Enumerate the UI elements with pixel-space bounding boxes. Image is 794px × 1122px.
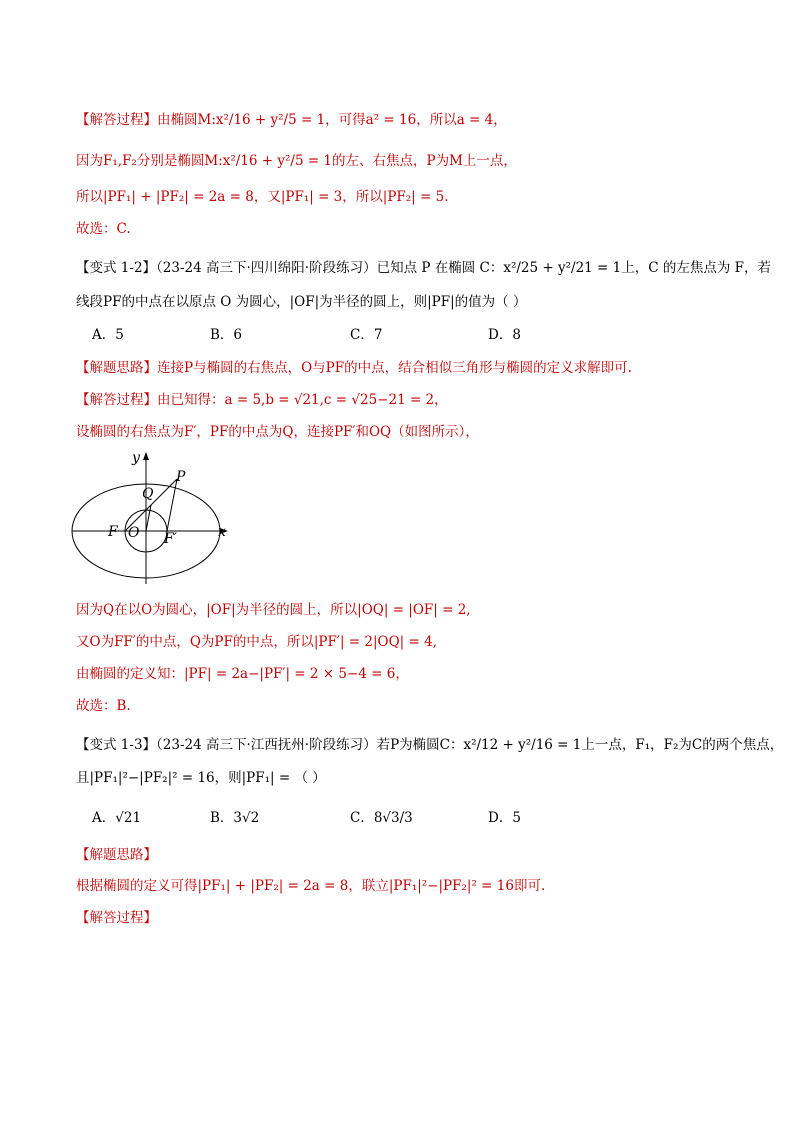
y-axis-arrow xyxy=(143,452,149,460)
option-a: A．5 xyxy=(92,327,124,343)
option-b: B．6 xyxy=(210,327,243,343)
label-y: y xyxy=(132,450,140,466)
label-q: Q xyxy=(142,486,154,502)
label-fp: F′ xyxy=(164,531,177,547)
label-o: O xyxy=(128,525,140,541)
option-c: C．7 xyxy=(350,327,383,343)
variant-1-3-question-line-2: 且|PF₁|²−|PF₂|² = 16，则|PF₁| = （ ） xyxy=(76,770,326,786)
answer-line: 故选：C. xyxy=(76,221,131,237)
solution-line-3: 所以|PF₁| + |PF₂| = 2a = 8，又|PF₁| = 3，所以|PF₂| = 5. xyxy=(76,189,449,205)
label-x: x xyxy=(218,524,226,540)
variant-1-3-process-head: 【解答过程】 xyxy=(76,910,157,926)
variant-1-2-question-line-2: 线段PF的中点在以原点 O 为圆心，|OF|为半径的圆上，则|PF|的值为（ ） xyxy=(76,294,527,310)
solution-line-1: 【解答过程】由椭圆M:x²/16 + y²/5 = 1，可得a² = 16，所以a = 4， xyxy=(76,112,507,128)
option-c: C．8√3/3 xyxy=(350,810,413,826)
ellipse-figure xyxy=(70,448,240,588)
variant-1-3-question-line-1: 【变式 1-3】（23-24 高三下·江西抚州·阶段练习）若P为椭圆C：x²/12 + y²/16 = 1上一点，F₁，F₂为C的两个焦点， xyxy=(76,737,784,753)
solution-line-2: 因为F₁,F₂分别是椭圆M:x²/16 + y²/5 = 1的左、右焦点，P为M上一点， xyxy=(76,153,517,169)
thinking-line: 【解题思路】连接P与椭圆的右焦点，O与PF的中点，结合相似三角形与椭圆的定义求解即可. xyxy=(76,360,632,376)
variant-1-3-thinking-head: 【解题思路】 xyxy=(76,847,157,863)
option-d: D．8 xyxy=(488,327,521,343)
label-p: P xyxy=(176,469,186,485)
option-b: B．3√2 xyxy=(210,810,260,826)
after-figure-line-1: 因为Q在以O为圆心，|OF|为半径的圆上，所以|OQ| = |OF| = 2, xyxy=(76,602,471,618)
variant-1-3-thinking: 根据椭圆的定义可得|PF₁| + |PF₂| = 2a = 8，联立|PF₁|²−|PF₂|² = 16即可. xyxy=(76,878,546,894)
after-figure-line-3: 由椭圆的定义知：|PF| = 2a−|PF′| = 2 × 5−4 = 6， xyxy=(76,666,409,682)
option-a: A．√21 xyxy=(92,810,142,826)
variant-1-2-answer: 故选：B. xyxy=(76,698,131,714)
process-line-1: 【解答过程】由已知得：a = 5,b = √21,c = √25−21 = 2， xyxy=(76,392,448,408)
process-line-2: 设椭圆的右焦点为F′，PF的中点为Q，连接PF′和OQ（如图所示）， xyxy=(76,424,479,440)
label-f: F xyxy=(108,524,118,540)
after-figure-line-2: 又O为FF′的中点，Q为PF的中点，所以|PF′| = 2|OQ| = 4, xyxy=(76,634,437,650)
option-d: D．5 xyxy=(488,810,521,826)
variant-1-2-question-line-1: 【变式 1-2】（23-24 高三下·四川绵阳·阶段练习）已知点 P 在椭圆 C：x²/25 + y²/21 = 1上，C 的左焦点为 F，若 xyxy=(76,260,772,276)
